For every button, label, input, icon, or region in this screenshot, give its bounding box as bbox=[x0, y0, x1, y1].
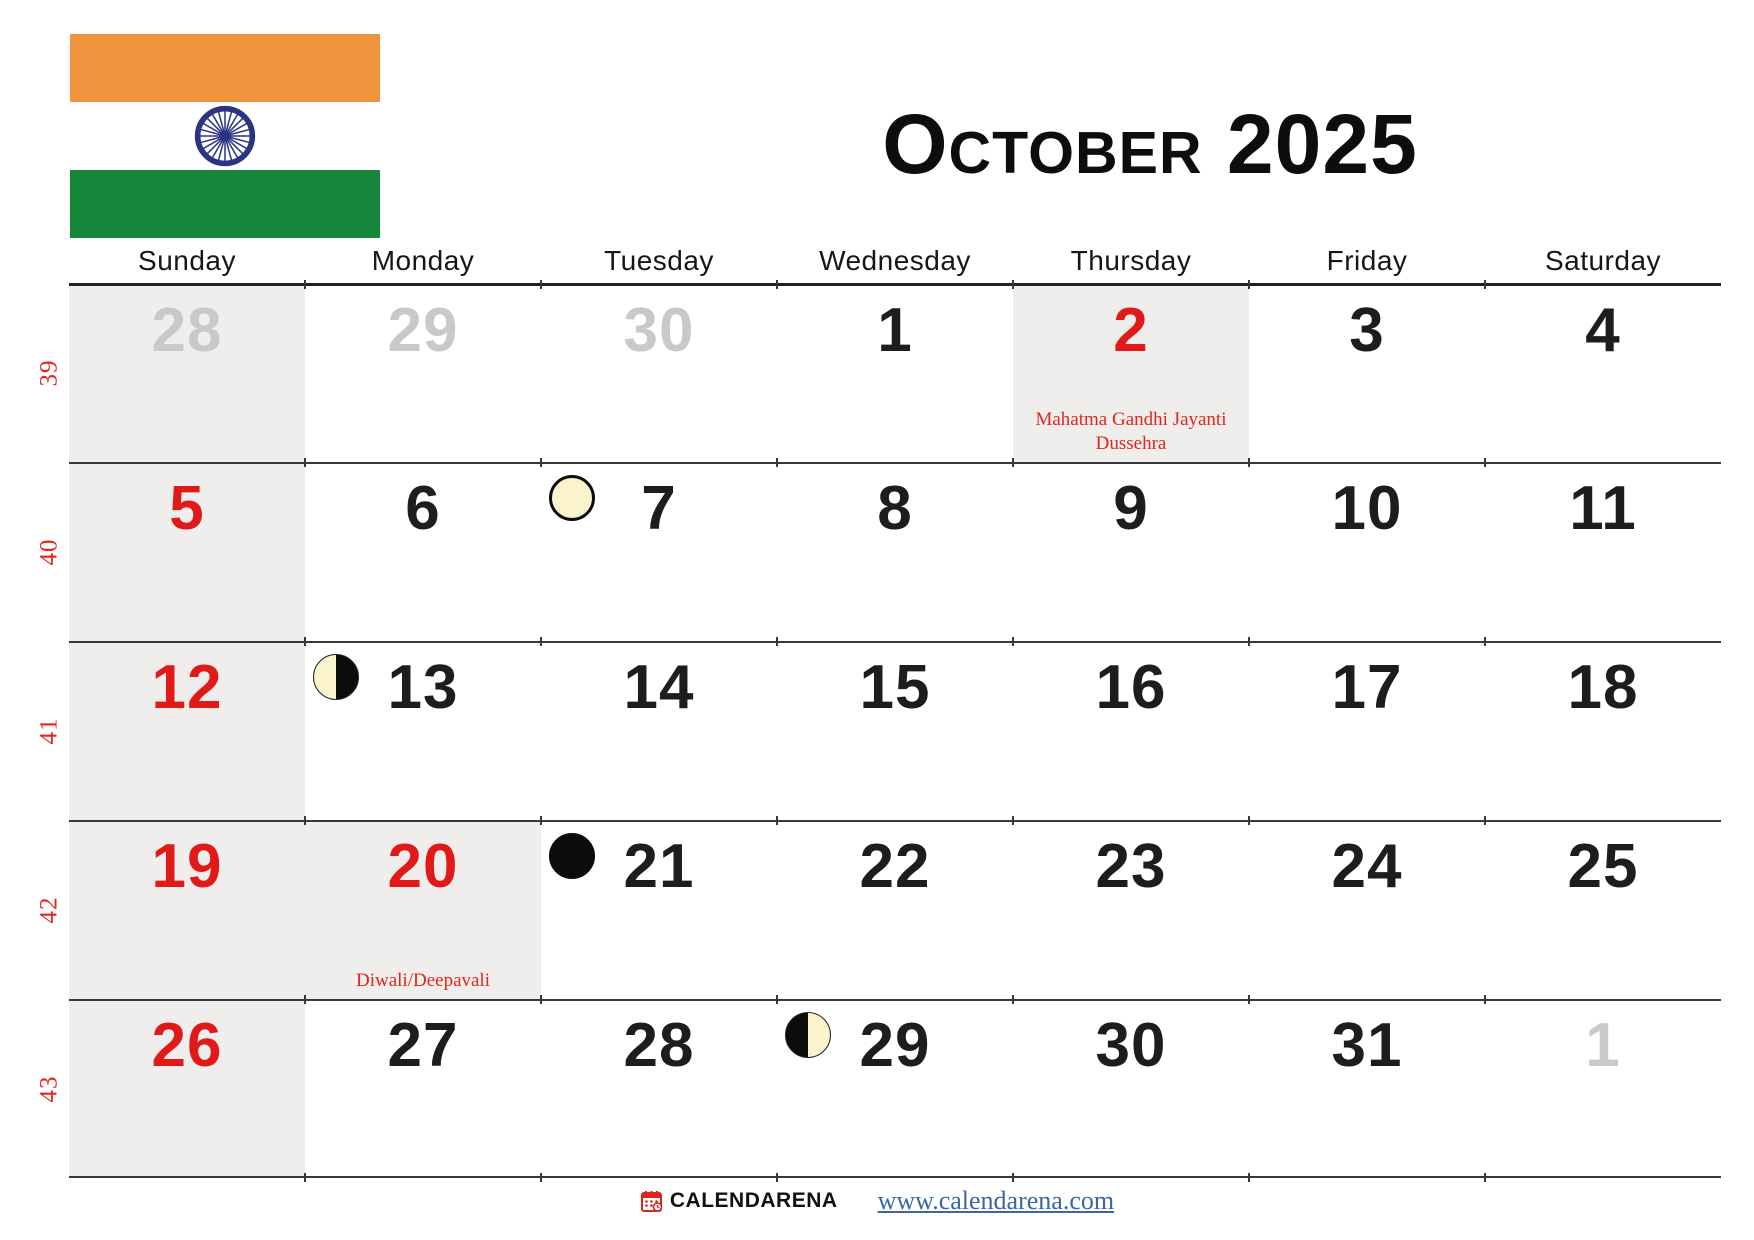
calendar-day-cell bbox=[541, 283, 777, 462]
website-link[interactable]: www.calendarena.com bbox=[877, 1186, 1115, 1215]
day-number: 1 bbox=[1585, 1011, 1621, 1080]
day-number: 30 bbox=[1095, 1011, 1167, 1080]
day-number: 5 bbox=[169, 474, 205, 543]
week-number-label: 43 bbox=[35, 1075, 63, 1102]
footer bbox=[0, 1186, 1754, 1216]
calendar-day-cell bbox=[541, 820, 777, 999]
calendar-day-cell bbox=[777, 999, 1013, 1178]
day-number: 27 bbox=[387, 1011, 459, 1080]
day-number: 16 bbox=[1095, 653, 1167, 722]
day-number: 8 bbox=[877, 474, 913, 543]
day-number: 28 bbox=[151, 296, 223, 365]
last-quarter-icon bbox=[313, 654, 359, 700]
calendar-day-cell bbox=[1485, 820, 1721, 999]
calendar-icon bbox=[640, 1189, 664, 1213]
day-number: 20 bbox=[387, 832, 459, 901]
day-number: 4 bbox=[1585, 296, 1621, 365]
first-quarter-icon bbox=[785, 1012, 831, 1058]
flag-saffron-band bbox=[70, 34, 380, 102]
day-number: 30 bbox=[623, 296, 695, 365]
calendar-day-cell bbox=[777, 820, 1013, 999]
calendar-day-cell bbox=[305, 999, 541, 1178]
week-number bbox=[30, 641, 69, 820]
calendar-day-cell bbox=[541, 462, 777, 641]
calendar-day-cell bbox=[305, 283, 541, 462]
weekday-header-tuesday: Tuesday bbox=[604, 245, 714, 276]
day-number: 14 bbox=[623, 653, 695, 722]
page-title: October 2025 bbox=[882, 97, 1418, 191]
day-number: 7 bbox=[641, 474, 677, 543]
day-number: 21 bbox=[623, 832, 695, 901]
calendar-day-cell bbox=[69, 820, 305, 999]
calendar-day-cell bbox=[777, 641, 1013, 820]
brand-logo bbox=[640, 1189, 838, 1213]
grid-corner bbox=[30, 245, 69, 283]
day-number: 18 bbox=[1567, 653, 1639, 722]
holiday-label bbox=[1013, 408, 1249, 457]
flag-green-band bbox=[70, 170, 380, 238]
weekday-header-monday: Monday bbox=[371, 245, 475, 276]
day-number: 11 bbox=[1569, 474, 1637, 543]
day-number: 6 bbox=[405, 474, 441, 543]
week-number bbox=[30, 283, 69, 462]
calendar-day-cell bbox=[1485, 641, 1721, 820]
day-number: 17 bbox=[1331, 653, 1403, 722]
calendar-day-cell bbox=[1013, 641, 1249, 820]
calendar-day-cell bbox=[541, 641, 777, 820]
holiday-label bbox=[305, 969, 541, 994]
week-number-label: 39 bbox=[35, 359, 63, 386]
calendar-day-cell bbox=[305, 820, 541, 999]
calendar-day-cell bbox=[1485, 462, 1721, 641]
day-number: 12 bbox=[151, 653, 223, 722]
calendar-day-cell bbox=[1485, 999, 1721, 1178]
brand-name: CALENDARENA bbox=[669, 1189, 838, 1212]
new-moon-icon bbox=[549, 833, 595, 879]
day-number: 9 bbox=[1113, 474, 1149, 543]
week-number-label: 40 bbox=[35, 538, 63, 565]
holiday-name: Mahatma Gandhi Jayanti bbox=[1035, 408, 1227, 430]
week-number bbox=[30, 820, 69, 999]
flag-white-band bbox=[70, 102, 380, 170]
week-number bbox=[30, 999, 69, 1178]
day-number: 10 bbox=[1331, 474, 1403, 543]
day-number: 1 bbox=[877, 296, 913, 365]
calendar-day-cell bbox=[1013, 999, 1249, 1178]
day-number: 15 bbox=[859, 653, 931, 722]
calendar-day-cell bbox=[1013, 462, 1249, 641]
calendar-day-cell bbox=[69, 641, 305, 820]
day-number: 31 bbox=[1331, 1011, 1403, 1080]
day-number: 29 bbox=[387, 296, 459, 365]
weekday-header-wednesday: Wednesday bbox=[819, 245, 971, 276]
calendar-day-cell bbox=[305, 462, 541, 641]
calendar-day-cell bbox=[1249, 820, 1485, 999]
calendar-day-cell bbox=[541, 999, 777, 1178]
calendar-grid bbox=[30, 245, 1721, 1178]
full-moon-icon bbox=[549, 475, 595, 521]
calendar-day-cell bbox=[1013, 820, 1249, 999]
weekday-header-sunday: Sunday bbox=[138, 245, 236, 276]
week-number-label: 41 bbox=[35, 717, 63, 744]
weekday-header-friday: Friday bbox=[1326, 245, 1408, 276]
day-number: 29 bbox=[859, 1011, 931, 1080]
day-number: 26 bbox=[151, 1011, 223, 1080]
day-number: 13 bbox=[387, 653, 459, 722]
day-number: 25 bbox=[1567, 832, 1639, 901]
calendar-day-cell bbox=[69, 999, 305, 1178]
india-flag bbox=[70, 34, 380, 238]
calendar-day-cell bbox=[777, 462, 1013, 641]
calendar-day-cell bbox=[1249, 641, 1485, 820]
day-number: 19 bbox=[151, 832, 223, 901]
calendar-day-cell bbox=[69, 462, 305, 641]
calendar-day-cell bbox=[305, 641, 541, 820]
week-number-label: 42 bbox=[35, 896, 63, 923]
day-number: 22 bbox=[859, 832, 931, 901]
calendar-day-cell bbox=[1249, 283, 1485, 462]
weekday-header-thursday: Thursday bbox=[1070, 245, 1192, 276]
holiday-name: Diwali/Deepavali bbox=[355, 970, 490, 992]
week-number bbox=[30, 462, 69, 641]
ashoka-chakra-icon bbox=[192, 103, 258, 169]
day-number: 24 bbox=[1331, 832, 1403, 901]
weekday-header-saturday: Saturday bbox=[1544, 245, 1662, 276]
calendar-day-cell bbox=[1485, 283, 1721, 462]
day-number: 3 bbox=[1349, 296, 1385, 365]
day-number: 28 bbox=[623, 1011, 695, 1080]
calendar-day-cell bbox=[1249, 999, 1485, 1178]
calendar-day-cell bbox=[69, 283, 305, 462]
calendar-day-cell bbox=[1249, 462, 1485, 641]
calendar-day-cell bbox=[1013, 283, 1249, 462]
day-number: 2 bbox=[1113, 296, 1149, 365]
holiday-name: Dussehra bbox=[1095, 433, 1167, 455]
calendar-day-cell bbox=[777, 283, 1013, 462]
day-number: 23 bbox=[1095, 832, 1167, 901]
